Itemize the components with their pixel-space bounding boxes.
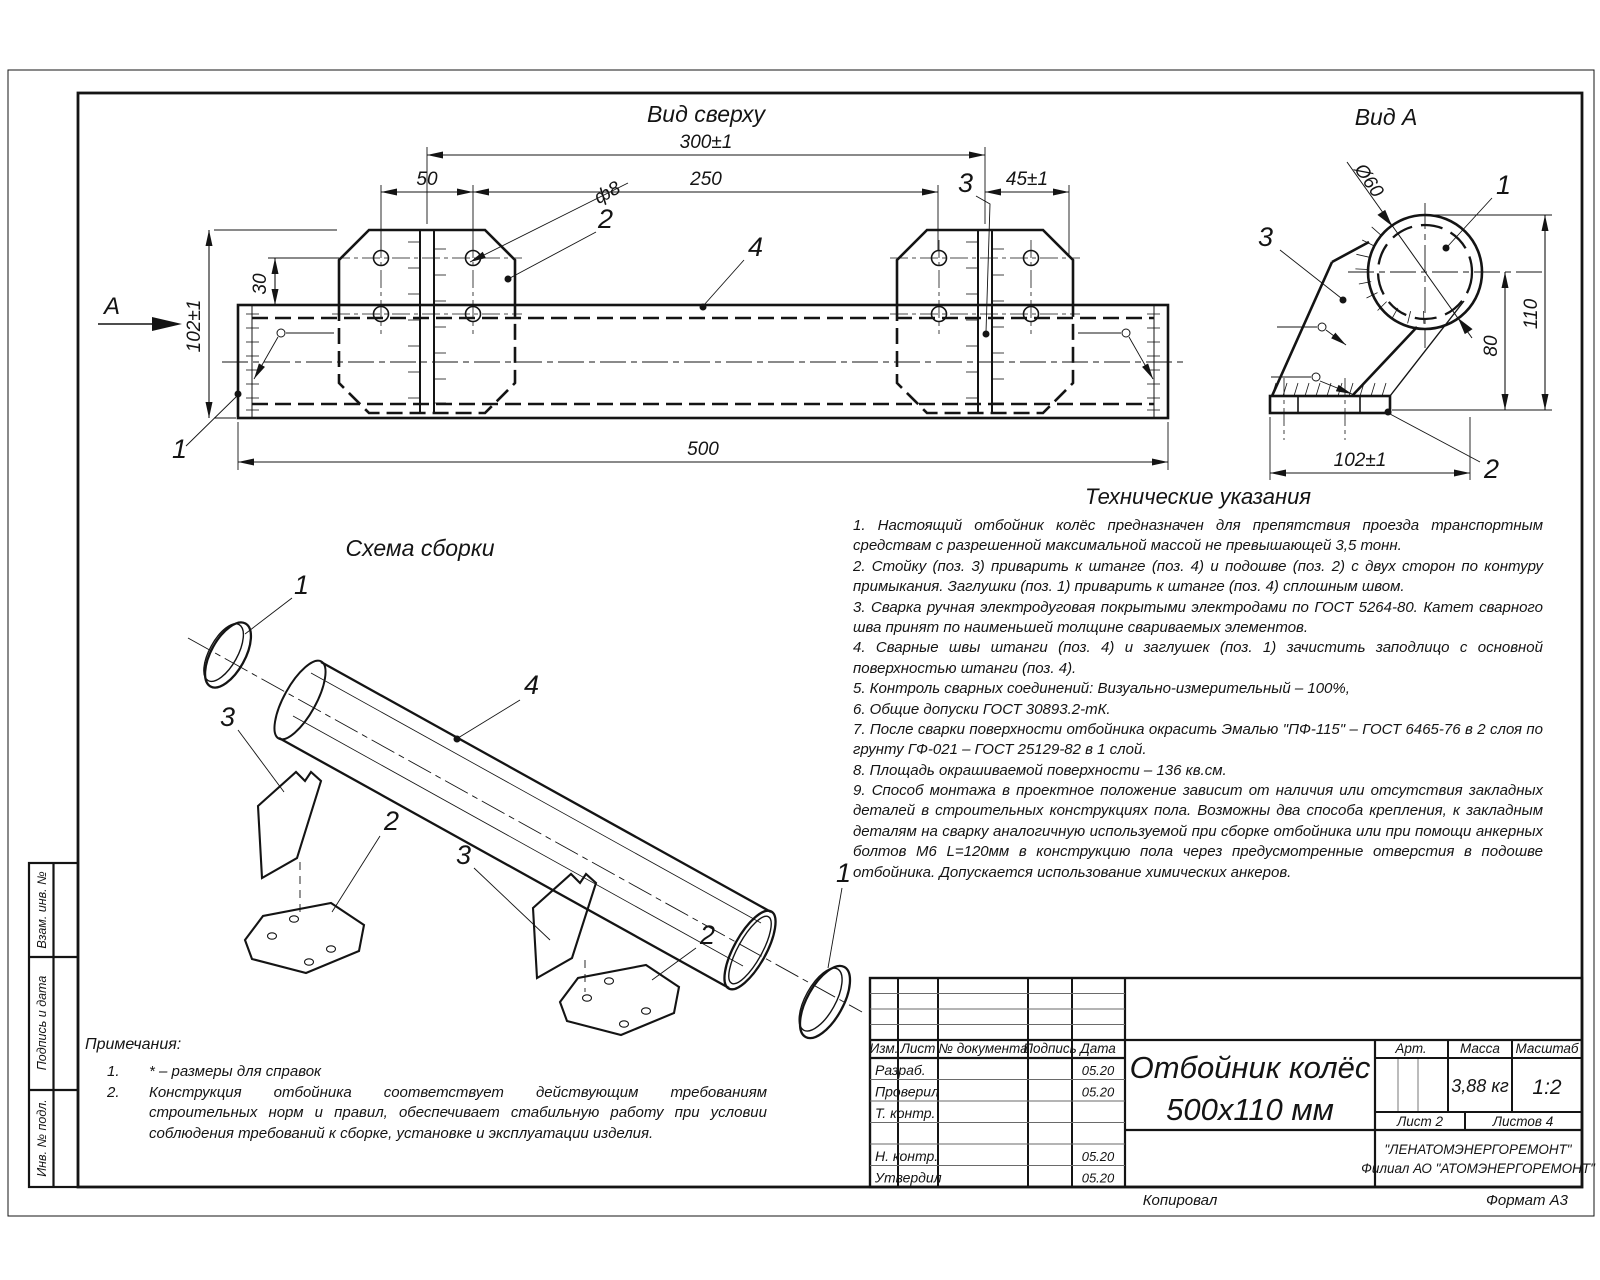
tech-item: 5. Контроль сварных соединений: Визуально-измерительный – 100%,	[853, 680, 1350, 698]
dim-250: 250	[690, 169, 722, 190]
technical-instructions-title: Технические указания	[1084, 484, 1312, 509]
dim-45: 45±1	[1005, 169, 1049, 190]
tb-art-label: Арт.	[1395, 1041, 1427, 1056]
cap-upper-left	[194, 614, 260, 694]
pos-1-assembly-left: 1	[294, 570, 310, 600]
tb-row-tkontr: Т. контр.	[875, 1105, 936, 1121]
title-block	[870, 978, 1596, 1187]
tb-product-line2: 500х110 мм	[1166, 1092, 1334, 1127]
view-a-arrow	[98, 293, 182, 331]
dim-50: 50	[416, 169, 438, 190]
note-text: * – размеры для справок	[149, 1063, 322, 1080]
tb-col-sign: Подпись	[1023, 1041, 1077, 1056]
tb-scale-value: 1:2	[1532, 1076, 1562, 1099]
tech-item: 6. Общие допуски ГОСТ 30893.2-тК.	[853, 700, 1111, 718]
pos-2-assembly-left: 2	[384, 806, 400, 836]
tech-item: 3. Сварка ручная электродуговая покрытыми электродами по ГОСТ 5264-80. Катет сварного шва принят по наименьшей толщине свариваемых элементов.	[853, 598, 1543, 636]
dim-d60: Ø60	[1349, 160, 1388, 202]
tb-col-izm: Изм.	[869, 1041, 899, 1056]
tb-mass-value: 3,88 кг	[1451, 1076, 1509, 1096]
plate-left	[332, 230, 522, 413]
note-number: 1.	[107, 1063, 120, 1080]
view-a-title: Вид А	[1354, 104, 1418, 130]
stamp-inv-podl: Инв. № подл.	[35, 1099, 49, 1177]
view-a-dimensions	[1270, 215, 1552, 480]
tb-row-utverdil: Утвердил	[875, 1169, 942, 1186]
note-number: 2.	[107, 1083, 120, 1101]
pos-2-assembly-right: 2	[700, 920, 716, 950]
tb-date-razrab: 05.20	[1081, 1063, 1115, 1078]
tech-item: 7. После сварки поверхности отбойника окрасить Эмалью "ПФ-115" – ГОСТ 6465-76 в 2 слоя по грунту ГФ-021 – ГОСТ 25129-82 в 1 слой.	[853, 720, 1543, 759]
pos-1-assembly-right: 1	[836, 858, 852, 888]
dim-80: 80	[1481, 335, 1502, 357]
tb-mass-label: Масса	[1460, 1041, 1500, 1056]
cap-lower-right	[788, 957, 860, 1045]
top-view-position-labels	[172, 168, 990, 464]
assembly-scheme	[188, 535, 862, 1046]
assembly-plate-left	[245, 903, 364, 973]
dim-d8: ф8	[590, 177, 625, 209]
dim-102-top: 102±1	[184, 299, 205, 353]
tb-col-date: Дата	[1080, 1041, 1116, 1056]
view-a-arrow-label: А	[104, 293, 121, 320]
pos-4-assembly: 4	[524, 670, 540, 700]
pos-2-view-a: 2	[1484, 454, 1500, 484]
format-label: Формат А3	[1485, 1192, 1569, 1209]
pos-3-assembly-left: 3	[220, 702, 236, 732]
assembly-stand-left	[258, 772, 321, 912]
pos-1-topview: 1	[172, 434, 188, 464]
tech-item: 4. Сварные швы штанги (поз. 4) и заглушек (поз. 1) зачистить заподлицо с основной поверхностью штанги (поз. 4).	[853, 639, 1543, 677]
tb-company-line2: Филиал АО "АТОМЭНЕРГОРЕМОНТ"	[1361, 1161, 1595, 1176]
tb-sheet: Лист 2	[1396, 1114, 1444, 1129]
left-stamp-labels	[35, 871, 49, 1177]
pos-3-view-a: 3	[1258, 222, 1274, 252]
view-a	[1258, 104, 1552, 484]
tb-sheets: Листов 4	[1492, 1114, 1554, 1129]
tb-date-proveril: 05.20	[1081, 1084, 1115, 1100]
tb-row-proveril: Проверил	[875, 1083, 939, 1100]
tb-col-list: Лист	[900, 1041, 936, 1056]
pos-3-topview: 3	[958, 168, 974, 198]
tech-item: 2. Стойку (поз. 3) приварить к штанге (поз. 4) и подошве (поз. 2) с двух сторон по контуру примыкания. Заглушки (поз. 1) приварить к штанге (поз. 4) сплошным швом.	[853, 557, 1543, 596]
pos-1-view-a: 1	[1496, 170, 1512, 200]
pos-3-assembly-right: 3	[456, 840, 472, 870]
tb-col-doc: № документа	[938, 1041, 1028, 1056]
weld-leaders-view-a	[1271, 323, 1352, 394]
pos-2-topview: 2	[598, 204, 614, 234]
tb-scale-label: Масштаб	[1515, 1041, 1579, 1056]
assembly-title: Схема сборки	[345, 535, 495, 561]
top-view-title: Вид сверху	[646, 101, 766, 127]
tb-row-nkontr: Н. контр.	[875, 1148, 939, 1164]
tb-company-line1: "ЛЕНАТОМЭНЕРГОРЕМОНТ"	[1384, 1142, 1572, 1157]
dim-30: 30	[250, 273, 271, 295]
tb-date-nkontr: 05.20	[1081, 1149, 1115, 1164]
tech-item: 9. Способ монтажа в проектное положение зависит от наличия или отсутствия закладных деталей в строительных конструкциях пола. Возможны два способа крепления, к закладным деталям на сварку аналогичную используемой при сборке отбойника или при помощи анкерных болтов М6 L=120мм в конструкцию пола через предусмотренные отверстия в подошве отбойника. Допускается использование химических анкеров.	[853, 782, 1543, 881]
technical-instructions	[853, 484, 1543, 883]
tech-item: 8. Площадь окрашиваемой поверхности – 136 кв.см.	[853, 761, 1227, 779]
copied-label: Копировал	[1142, 1192, 1218, 1209]
dim-110: 110	[1521, 298, 1542, 330]
dim-500: 500	[687, 439, 719, 460]
top-view	[98, 101, 1184, 470]
tech-item: 1. Настоящий отбойник колёс предназначен для препятствия проезда транспортным средствам с разрешенной максимальной массой не превышающей 3,5 тонн.	[853, 517, 1543, 555]
tb-product-line1: Отбойник колёс	[1129, 1050, 1371, 1085]
tb-row-razrab: Разраб.	[875, 1062, 926, 1078]
dim-102-view-a: 102±1	[1333, 450, 1387, 471]
pos-4-topview: 4	[748, 232, 764, 262]
stamp-podpis-data: Подпись и дата	[35, 975, 49, 1071]
stamp-vzam-inv: Взам. инв. №	[35, 871, 49, 949]
assembly-plate-right	[560, 965, 679, 1035]
notes	[85, 1036, 767, 1145]
notes-title: Примечания:	[85, 1036, 182, 1053]
dim-300: 300±1	[679, 132, 733, 153]
note-item	[85, 1083, 767, 1145]
weld-leaders-topview	[254, 329, 1153, 379]
note-item	[85, 1062, 767, 1083]
plate-right	[890, 230, 1080, 413]
note-text: Конструкция отбойника соответствует действующим требованиям строительных норм и правил, обеспечивает стабильную работу при условии соблюдения требований к сборке, установке и эксплуатации изделия.	[149, 1083, 767, 1143]
tb-date-utverdil: 05.20	[1081, 1170, 1115, 1186]
